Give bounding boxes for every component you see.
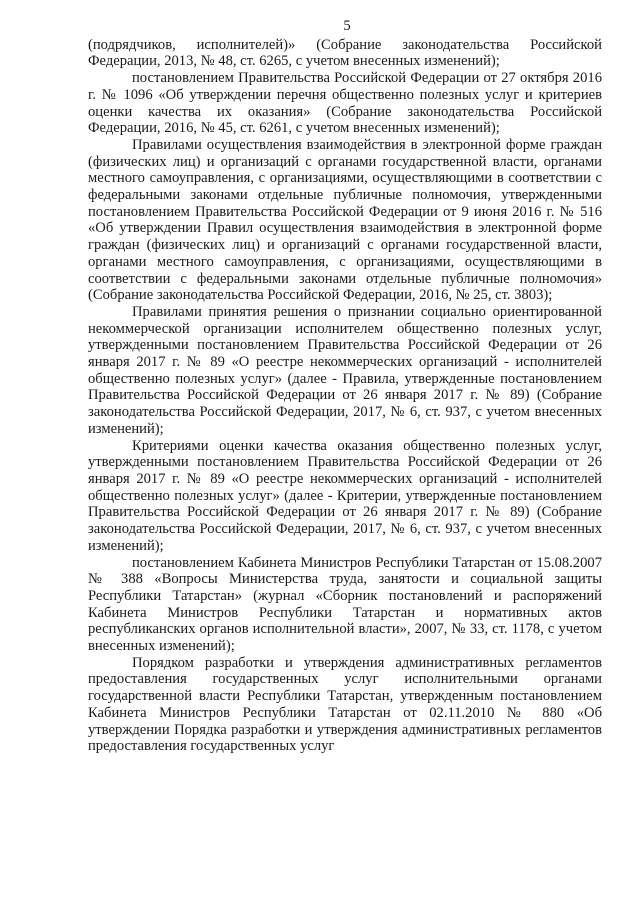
paragraph-4: Правилами принятия решения о признании социально ориентированной некоммерческой организации исполнителем общественно полезных услуг, утвержденными постановлением Правительства Российской Федерации от 26 января 2017 г. № 89 «О реестре некоммерческих организаций - исполнителей общественно полезных услуг» (далее - Правила, утвержденные постановлением Правительства Российской Федерации от 26 января 2017 г. № 89) (Собрание законодательства Российской Федерации, 2017, № 6, ст. 937, с учетом внесенных изменений); xyxy=(88,303,602,437)
paragraph-3: Правилами осуществления взаимодействия в электронной форме граждан (физических лиц) и организаций с органами государственной власти, органами местного самоуправления, с организациями, осуществляющими в соответствии с федеральными законами отдельные публичные полномочия, утвержденными постановлением Правительства Российской Федерации от 9 июня 2016 г. № 516 «Об утверждении Правил осуществления взаимодействия в электронной форме граждан (физических лиц) и организаций с органами государственной власти, органами местного самоуправления, с организациями, осуществляющими в соответствии с федеральными законами отдельные публичные полномочия» (Собрание законодательства Российской Федерации, 2016, № 25, ст. 3803); xyxy=(88,136,602,304)
paragraph-1: (подрядчиков, исполнителей)» (Собрание законодательства Российской Федерации, 2013, № 48, ст. 6265, с учетом внесенных изменений); xyxy=(88,36,602,70)
paragraph-7: Порядком разработки и утверждения административных регламентов предоставления государственных услуг исполнительными органами государственной власти Республики Татарстан, утвержденным постановлением Кабинета Министров Республики Татарстан от 02.11.2010 № 880 «Об утверждении Порядка разработки и утверждения административных регламентов предоставления государственных услуг xyxy=(88,654,602,755)
paragraph-6: постановлением Кабинета Министров Республики Татарстан от 15.08.2007 № 388 «Вопросы Министерства труда, занятости и социальной защиты Республики Татарстан» (журнал «Сборник постановлений и распоряжений Кабинета Министров Республики Татарстан и нормативных актов республиканских органов исполнительной власти», 2007, № 33, ст. 1178, с учетом внесенных изменений); xyxy=(88,554,602,655)
document-page xyxy=(88,18,602,755)
paragraph-2: постановлением Правительства Российской Федерации от 27 октября 2016 г. № 1096 «Об утверждении перечня общественно полезных услуг и критериев оценки качества их оказания» (Собрание законодательства Российской Федерации, 2016, № 45, ст. 6261, с учетом внесенных изменений); xyxy=(88,70,602,137)
page-number: 5 xyxy=(343,18,351,34)
paragraph-5: Критериями оценки качества оказания общественно полезных услуг, утвержденными постановлением Правительства Российской Федерации от 26 января 2017 г. № 89 «О реестре некоммерческих организаций - исполнителей общественно полезных услуг» (далее - Критерии, утвержденные постановлением Правительства Российской Федерации от 26 января 2017 г. № 89) (Собрание законодательства Российской Федерации, 2017, № 6, ст. 937, с учетом внесенных изменений); xyxy=(88,437,602,554)
